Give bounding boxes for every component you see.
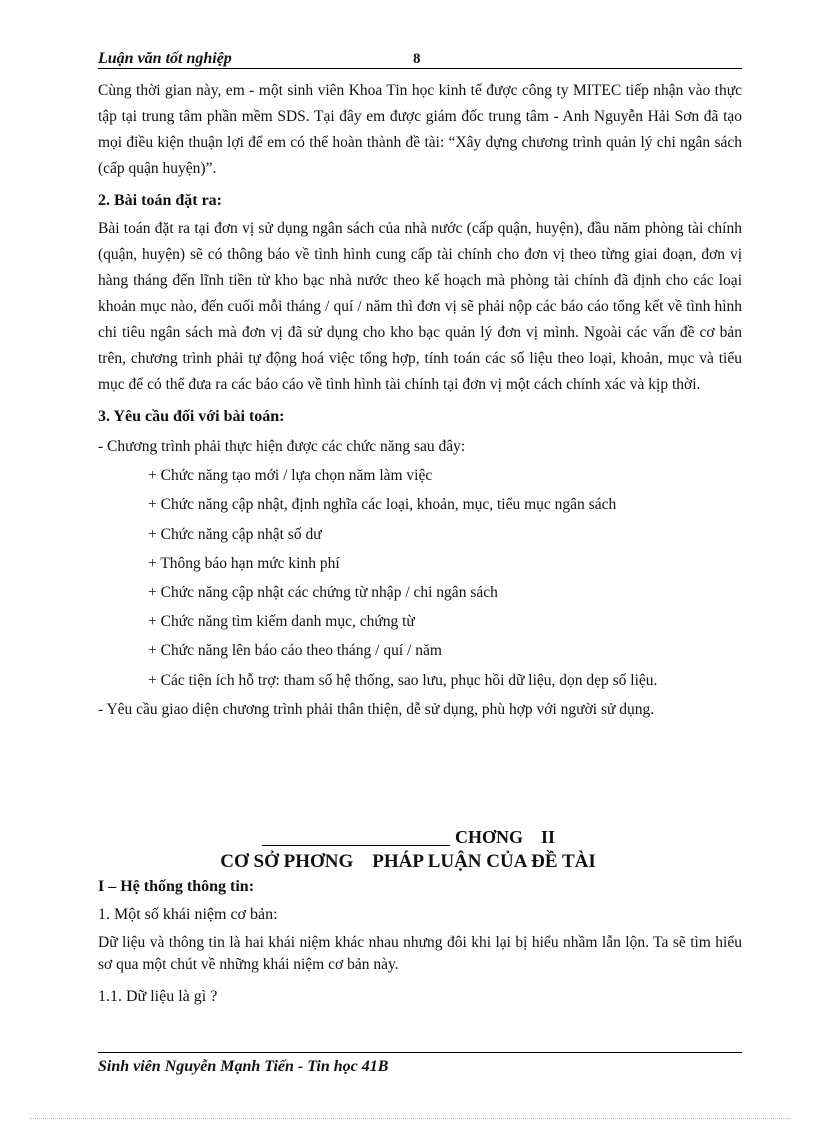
page-footer: Sinh viên Nguyễn Mạnh Tiến - Tin học 41B bbox=[98, 1058, 389, 1075]
part-1-subheading: 1. Một số khái niệm cơ bản: bbox=[98, 906, 278, 923]
requirements-list bbox=[98, 432, 742, 724]
list-intro: - Chương trình phải thực hiện được các chức năng sau đây: bbox=[98, 438, 466, 455]
list-item: + Các tiện ích hỗ trợ: tham số hệ thống, sao lưu, phục hồi dữ liệu, dọn dẹp số liệu. bbox=[148, 671, 658, 689]
list-item: + Chức năng tạo mới / lựa chọn năm làm việc bbox=[148, 467, 433, 485]
list-outro: - Yêu cầu giao diện chương trình phải thân thiện, dễ sử dụng, phù hợp với người sử dụng. bbox=[98, 700, 655, 718]
list-item: + Chức năng cập nhật số dư bbox=[148, 525, 322, 543]
chapter-label: CHƠNG II bbox=[455, 827, 556, 847]
list-item: + Chức năng tìm kiếm danh mục, chứng từ bbox=[148, 613, 415, 631]
chapter-rule bbox=[262, 827, 450, 846]
document-body bbox=[98, 78, 742, 724]
intro-paragraph: Cùng thời gian này, em - một sinh viên Khoa Tin học kinh tế được công ty MITEC tiếp nhận vào thực tập tại trung tâm phần mềm SDS. Tại đây em được giám đốc trung tâm - Anh Nguyễn Hải Sơn đã tạo mọi điều kiện thuận lợi để em có thể hoàn thành đề tài: “Xây dựng chương trình quản lý chi ngân sách (cấp quận huyện)”. bbox=[98, 82, 742, 177]
page-edge-divider bbox=[30, 1118, 790, 1119]
list-item: + Chức năng cập nhật các chứng từ nhập / chi ngân sách bbox=[148, 584, 498, 602]
section-2-paragraph: Bài toán đặt ra tại đơn vị sử dụng ngân sách của nhà nước (cấp quận, huyện), đầu năm phòng tài chính (quận, huyện) sẽ có thông báo về tình hình cung cấp tài chính cho đơn vị theo từng giai đoạn, đơn vị hàng tháng đến lĩnh tiền từ kho bạc nhà nước theo kế hoạch mà phòng tài chính đã định cho các loại khoản mục nào, đến cuối mỗi tháng / quí / năm thì đơn vị sẽ phải nộp các báo cáo tổng kết về tình hình chi tiêu ngân sách mà đơn vị đã sử dụng cho kho bạc quản lý đơn vị mình. Ngoài các vấn đề cơ bản trên, chương trình phải tự động hoá việc tổng hợp, tính toán các số liệu theo loại, khoản, mục và tiểu mục để có thể đưa ra các báo cáo về tình hình tài chính tại đơn vị một cách chính xác và kịp thời. bbox=[98, 220, 742, 393]
list-item: + Thông báo hạn mức kinh phí bbox=[148, 554, 340, 572]
list-item: + Chức năng cập nhật, định nghĩa các loại, khoản, mục, tiểu mục ngân sách bbox=[148, 496, 617, 514]
part-1 bbox=[98, 876, 742, 1014]
header-title: Luận văn tốt nghiệp bbox=[98, 50, 232, 67]
part-1-paragraph: Dữ liệu và thông tin là hai khái niệm khác nhau nhưng đôi khi lại bị hiểu nhầm lẫn lộn. Ta sẽ tìm hiểu sơ qua một chút về những khái niệm cơ bản này. bbox=[98, 934, 742, 973]
page-header bbox=[98, 48, 742, 69]
section-3-heading: 3. Yêu cầu đối với bài toán: bbox=[98, 408, 285, 425]
footer-rule bbox=[98, 1052, 742, 1053]
section-2-heading: 2. Bài toán đặt ra: bbox=[98, 192, 222, 209]
part-1-subsubheading: 1.1. Dữ liệu là gì ? bbox=[98, 988, 218, 1005]
part-1-heading: I – Hệ thống thông tin: bbox=[98, 878, 255, 895]
page-number: 8 bbox=[413, 51, 421, 67]
chapter-title: CƠ SỞ PHƠNG PHÁP LUẬN CỦA ĐỀ TÀI bbox=[220, 851, 596, 872]
list-item: + Chức năng lên báo cáo theo tháng / quí / năm bbox=[148, 642, 442, 660]
